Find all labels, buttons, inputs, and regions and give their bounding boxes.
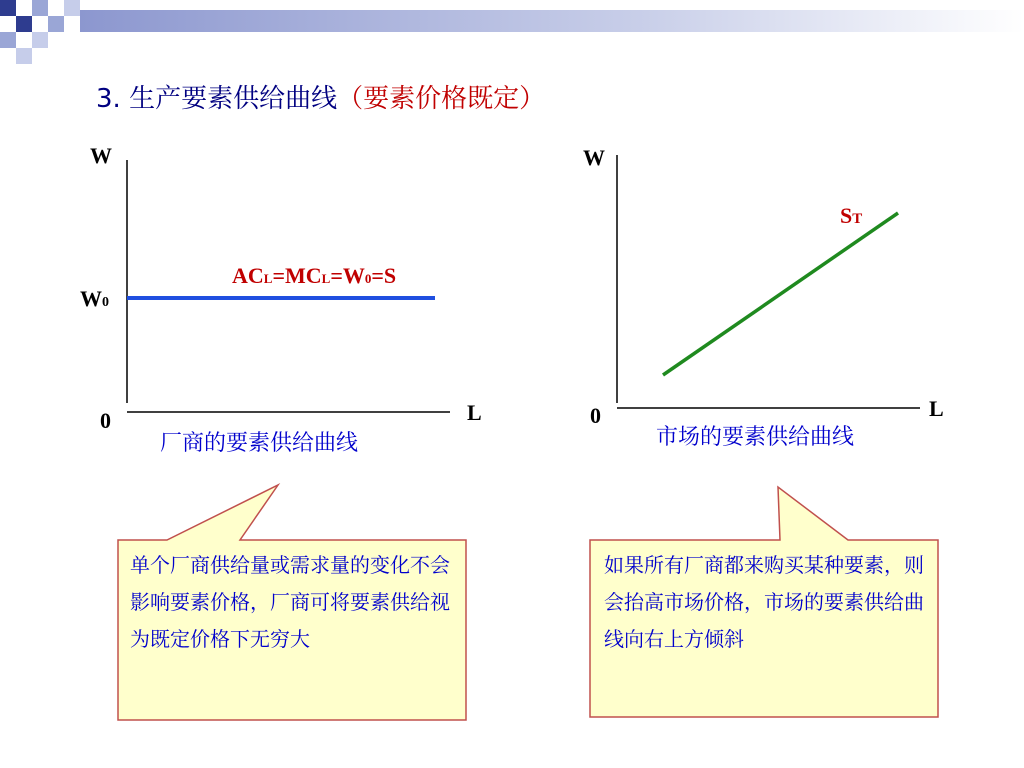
- curve-label-part: AC: [232, 263, 264, 288]
- title-main: 3. 生产要素供给曲线: [96, 84, 338, 114]
- right-x-axis-label: L: [929, 396, 944, 421]
- curve-label-part: =S: [371, 263, 397, 288]
- left-w0-label-sub: 0: [102, 295, 109, 310]
- header-tile: [32, 0, 48, 16]
- market-curve-label: [840, 205, 862, 227]
- left-chart-caption: 厂商的要素供给曲线: [160, 431, 359, 456]
- market-curve-label-sub: T: [852, 211, 863, 227]
- header-decoration: [0, 0, 1024, 64]
- firm-curve-label: [232, 265, 396, 287]
- callout-left-text: 单个厂商供给量或需求量的变化不会影响要素价格，厂商可将要素供给视为既定价格下无穷大: [130, 553, 450, 651]
- market-curve-label-main: S: [840, 203, 853, 228]
- right-y-axis-label: W: [583, 145, 605, 170]
- header-tile: [16, 16, 32, 32]
- right-origin-label: 0: [590, 403, 601, 428]
- left-w0-label: [80, 288, 109, 310]
- header-gradient-bar: [80, 10, 1024, 32]
- left-y-axis-label: W: [90, 143, 112, 168]
- left-x-axis-label: L: [467, 400, 482, 425]
- header-tile: [0, 32, 16, 48]
- slide-title: [96, 78, 545, 115]
- curve-label-part: =W: [330, 263, 365, 288]
- right-chart: [617, 155, 920, 408]
- title-accent: （要素价格既定）: [337, 84, 546, 114]
- callout-right-text: 如果所有厂商都来购买某种要素，则会抬高市场价格，市场的要素供给曲线向右上方倾斜: [604, 553, 924, 651]
- curve-label-sub: L: [263, 271, 273, 286]
- curve-label-sub: L: [321, 271, 331, 286]
- left-origin-label: 0: [100, 408, 111, 433]
- header-tile: [48, 16, 64, 32]
- header-tile: [32, 32, 48, 48]
- curve-label-sub: 0: [364, 271, 372, 286]
- header-tile: [64, 0, 80, 16]
- header-tile: [16, 48, 32, 64]
- curve-label-part: =MC: [272, 263, 322, 288]
- market-supply-curve: [663, 213, 898, 375]
- left-w0-label-main: W: [80, 286, 102, 311]
- header-tile: [0, 0, 16, 16]
- right-chart-caption: 市场的要素供给曲线: [656, 425, 855, 450]
